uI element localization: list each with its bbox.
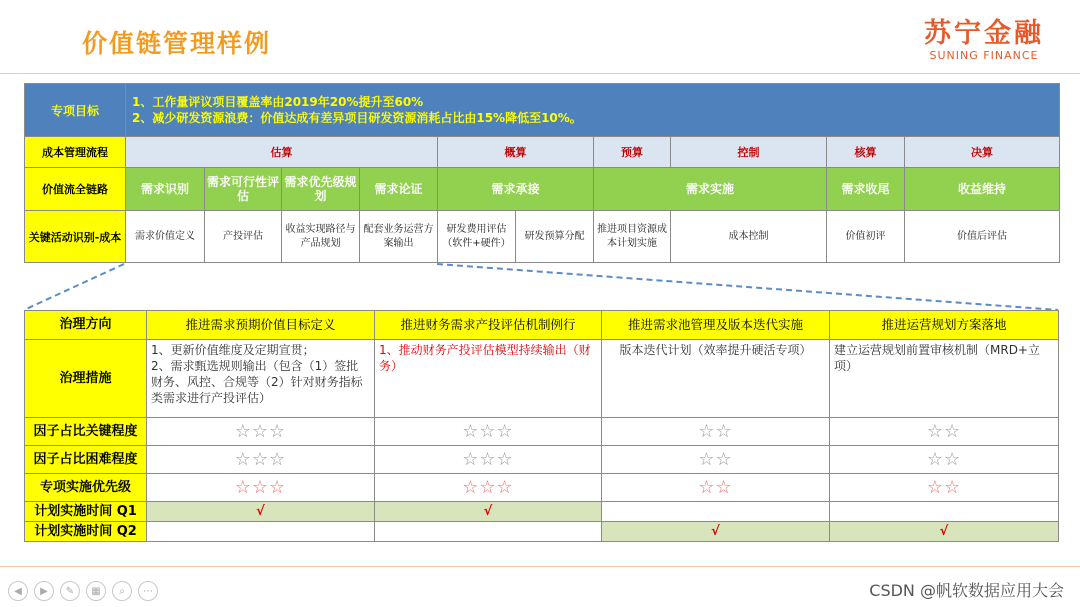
logo-cn-text: 苏宁金融 bbox=[924, 18, 1044, 49]
star-rating: ☆☆☆ bbox=[375, 474, 602, 502]
stage-control: 控制 bbox=[671, 137, 827, 168]
target-label: 专项目标 bbox=[25, 84, 126, 137]
process-label: 成本管理流程 bbox=[25, 137, 126, 168]
priority-label: 专项实施优先级 bbox=[25, 474, 147, 502]
q1-mark: √ bbox=[147, 502, 375, 522]
activity-item: 研发预算分配 bbox=[516, 211, 594, 263]
direction-item: 推进需求预期价值目标定义 bbox=[147, 311, 375, 340]
logo-en-text: SUNING FINANCE bbox=[929, 49, 1039, 62]
star-rating: ☆☆ bbox=[602, 474, 830, 502]
measure-item: 版本迭代计划（效率提升硬活专项） bbox=[602, 340, 830, 418]
chain-item: 需求识别 bbox=[126, 168, 205, 211]
measure-label: 治理措施 bbox=[25, 340, 147, 418]
q2-mark: √ bbox=[830, 522, 1059, 542]
chain-item: 需求优先级规划 bbox=[282, 168, 360, 211]
measure-item: 1、推动财务产投评估模型持续输出（财务） bbox=[375, 340, 602, 418]
direction-item: 推进需求池管理及版本迭代实施 bbox=[602, 311, 830, 340]
chain-item: 需求可行性评估 bbox=[205, 168, 282, 211]
measure-item: 建立运营规划前置审核机制（MRD+立项） bbox=[830, 340, 1059, 418]
chain-item: 需求实施 bbox=[594, 168, 827, 211]
star-rating: ☆☆☆ bbox=[147, 446, 375, 474]
star-rating: ☆☆ bbox=[830, 446, 1059, 474]
q1-mark: √ bbox=[375, 502, 602, 522]
footer-divider bbox=[0, 566, 1080, 567]
activity-item: 配套业务运营方案输出 bbox=[360, 211, 438, 263]
activity-item: 产投评估 bbox=[205, 211, 282, 263]
stage-final-account: 决算 bbox=[905, 137, 1060, 168]
q2-mark bbox=[375, 522, 602, 542]
measure-item: 1、更新价值维度及定期宣贯； 2、需求甄选规则输出（包含（1）签批财务、风控、合规等（2）针对财务指标类需求进行产投评估） bbox=[147, 340, 375, 418]
star-rating: ☆☆ bbox=[830, 418, 1059, 446]
activity-label: 关键活动识别-成本 bbox=[25, 211, 126, 263]
zoom-icon[interactable]: ⌕ bbox=[112, 581, 132, 601]
star-rating: ☆☆☆ bbox=[147, 474, 375, 502]
stage-estimate: 估算 bbox=[126, 137, 438, 168]
stage-accounting: 核算 bbox=[827, 137, 905, 168]
chain-item: 需求承接 bbox=[438, 168, 594, 211]
slide-toolbar bbox=[8, 581, 158, 601]
stage-budget: 预算 bbox=[594, 137, 671, 168]
star-rating: ☆☆ bbox=[602, 446, 830, 474]
chain-item: 收益维持 bbox=[905, 168, 1060, 211]
watermark: CSDN @帆软数据应用大会 bbox=[869, 581, 1064, 600]
next-slide-icon[interactable]: ▶ bbox=[34, 581, 54, 601]
activity-item: 成本控制 bbox=[671, 211, 827, 263]
direction-item: 推进财务需求产投评估机制例行 bbox=[375, 311, 602, 340]
activity-item: 收益实现路径与产品规划 bbox=[282, 211, 360, 263]
stage-budget-estimate: 概算 bbox=[438, 137, 594, 168]
direction-item: 推进运营规划方案落地 bbox=[830, 311, 1059, 340]
target-line: 1、工作量评议项目覆盖率由2019年20%提升至60% bbox=[132, 95, 424, 109]
q2-label: 计划实施时间 Q2 bbox=[25, 522, 147, 542]
star-rating: ☆☆☆ bbox=[375, 418, 602, 446]
pen-icon[interactable]: ✎ bbox=[60, 581, 80, 601]
more-icon[interactable]: ⋯ bbox=[138, 581, 158, 601]
activity-item: 研发费用评估（软件+硬件） bbox=[438, 211, 516, 263]
star-rating: ☆☆☆ bbox=[375, 446, 602, 474]
q2-mark: √ bbox=[602, 522, 830, 542]
activity-item: 推进项目资源成本计划实施 bbox=[594, 211, 671, 263]
chain-item: 需求收尾 bbox=[827, 168, 905, 211]
activity-item: 价值后评估 bbox=[905, 211, 1060, 263]
target-line: 2、减少研发资源浪费：价值达成有差异项目研发资源消耗占比由15%降低至10%。 bbox=[132, 111, 582, 125]
chain-label: 价值流全链路 bbox=[25, 168, 126, 211]
activity-item: 价值初评 bbox=[827, 211, 905, 263]
direction-label: 治理方向 bbox=[25, 311, 147, 340]
star-rating: ☆☆ bbox=[602, 418, 830, 446]
chain-item: 需求论证 bbox=[360, 168, 438, 211]
q1-mark bbox=[602, 502, 830, 522]
activity-item: 需求价值定义 bbox=[126, 211, 205, 263]
grid-icon[interactable]: ▦ bbox=[86, 581, 106, 601]
key-degree-label: 因子占比关键程度 bbox=[25, 418, 147, 446]
prev-slide-icon[interactable]: ◀ bbox=[8, 581, 28, 601]
governance-table bbox=[24, 310, 1059, 542]
star-rating: ☆☆☆ bbox=[147, 418, 375, 446]
page-title: 价值链管理样例 bbox=[82, 29, 272, 58]
difficulty-label: 因子占比困难程度 bbox=[25, 446, 147, 474]
q1-mark bbox=[830, 502, 1059, 522]
q2-mark bbox=[147, 522, 375, 542]
star-rating: ☆☆ bbox=[830, 474, 1059, 502]
q1-label: 计划实施时间 Q1 bbox=[25, 502, 147, 522]
